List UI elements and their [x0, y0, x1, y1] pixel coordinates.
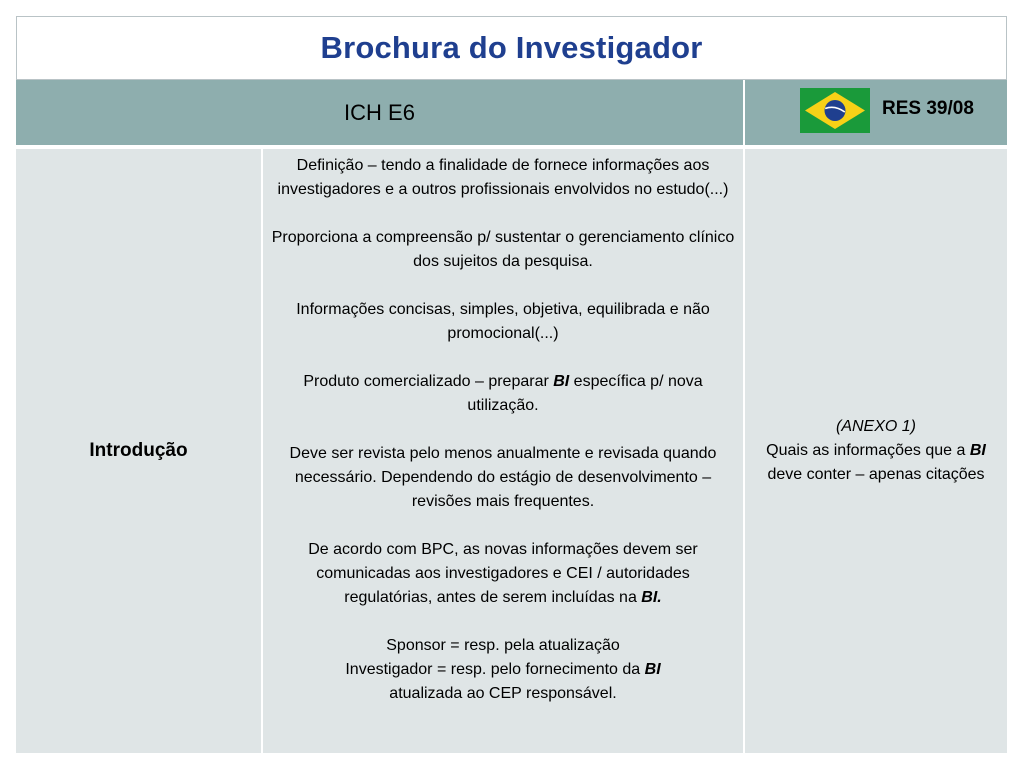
res-text: [755, 439, 997, 487]
res-cell: [745, 149, 1007, 753]
ich-paragraph: [271, 538, 735, 610]
ich-paragraph: [271, 370, 735, 418]
slide-title: Brochura do Investigador: [320, 30, 703, 65]
header-res: [745, 80, 1007, 145]
text-fragment: Investigador = resp. pelo fornecimento da: [345, 661, 645, 678]
bi-term: BI: [969, 442, 986, 459]
slide: [16, 16, 1007, 753]
ich-paragraph: Deve ser revista pelo menos anualmente e revisada quando necessário. Dependendo do estágio de desenvolvimento – revisões mais frequentes.: [289, 445, 717, 510]
text-fragment: Quais as informações que a: [766, 442, 970, 459]
ich-paragraph: Proporciona a compreensão p/ sustentar o gerenciamento clínico dos sujeitos da pesquisa.: [271, 229, 735, 270]
header-ich-e6: ICH E6: [344, 99, 415, 125]
ich-paragraph: Informações concisas, simples, objetiva, equilibrada e não promocional(...): [296, 301, 710, 342]
text-fragment: Produto comercializado – preparar: [303, 373, 554, 390]
text-fragment: De acordo com BPC, as novas informações devem ser comunicadas aos investigadores e CEI / autoridades regulatórias, antes de serem incluídas na: [308, 541, 698, 606]
ich-e6-cell: [263, 149, 743, 753]
row-label: Introdução: [89, 440, 188, 461]
table-header-row: [16, 80, 1007, 147]
bi-term: BI: [553, 373, 570, 390]
text-fragment: atualizada ao CEP responsável.: [389, 685, 617, 702]
brazil-flag-icon: [800, 88, 870, 133]
text-fragment: deve conter – apenas citações: [767, 466, 985, 483]
text-fragment: específica p/ nova utilização.: [467, 373, 703, 414]
title-box: [16, 16, 1007, 80]
bi-term: BI: [644, 661, 661, 678]
text-fragment: Sponsor = resp. pela atualização: [386, 637, 620, 654]
ich-paragraph: Definição – tendo a finalidade de fornece informações aos investigadores e a outros profissionais envolvidos no estudo(...): [277, 157, 729, 198]
anexo-label: (ANEXO 1): [835, 418, 916, 435]
header-res-label: RES 39/08: [882, 98, 974, 119]
bi-term: BI.: [641, 589, 662, 606]
row-label-cell: [16, 149, 261, 753]
table-row: [16, 149, 1007, 753]
ich-paragraph: [271, 634, 735, 706]
